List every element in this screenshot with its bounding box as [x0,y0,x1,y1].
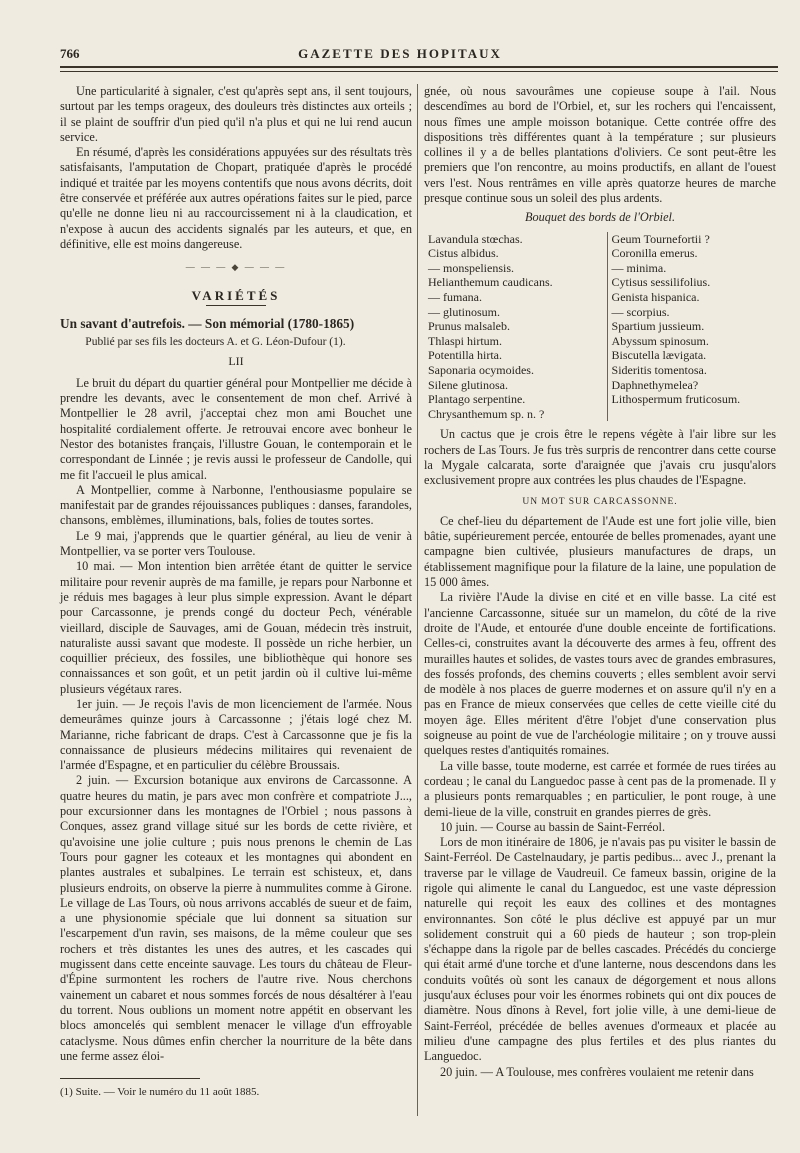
paragraph: 10 mai. — Mon intention bien arrêtée étant de quitter le service militaire pour revenir auprès de ma famille, je repars pour Narbonne et je réduis mes bagages à leur plus simple expression. Avant le départ pour Carcassonne, je prends congé du docteur Pech, vénérable vieillard, disciple de Sauvages, ami de Gouan, médecin très instruit, naturaliste aussi savant que modeste. Il possède un riche herbier, un coquillier précieux, des fossiles, une bibliothèque qui honore ses connaissances et son goût, et un petit jardin où il cultive lui-même plusieurs végétaux rares. [60,559,412,696]
plant-name-left: — fumana. [424,290,607,305]
plant-name-left: Chrysanthemum sp. n. ? [424,407,607,422]
header-rule [60,66,778,68]
section-title: VARIÉTÉS [191,287,281,303]
footnote-rule [60,1078,200,1079]
plant-row [424,305,776,320]
paragraph: A Montpellier, comme à Narbonne, l'enthousiasme populaire se manifestait par de grandes réjouissances publiques : danses, farandoles, chansons, emblèmes, illuminations, bals, folies de toutes sortes. [60,482,412,528]
plant-row [424,363,776,378]
plant-name-left: Cistus albidus. [424,246,607,261]
plant-name-right: Sideritis tomentosa. [611,363,707,378]
plant-name-left: Plantago serpentine. [424,392,607,407]
paragraph: Une particularité à signaler, c'est qu'après sept ans, il sent toujours, surtout par les temps orageux, des douleurs très distinctes aux orteils ; il se plaint de souffrir d'un pied qu'il n'a plus et qui ne lui rend aucun service. [60,84,412,144]
paragraph: Un cactus que je crois être le repens végète à l'air libre sur les rochers de Las Tours. Je fus très surpris de rencontrer dans cette course la Mygale calcarata, sorte d'araignée que j'avais cru jusqu'alors exclusivement propre aux contrées les plus chaudes de l'Espagne. [424,427,776,488]
running-title: GAZETTE DES HOPITAUX [298,46,502,61]
ornament-divider: — — — ◆ — — — [185,262,287,273]
plant-row [424,275,776,290]
plant-name-right: Biscutella lævigata. [611,348,707,363]
plant-row [424,290,776,305]
paragraph: gnée, où nous savourâmes une copieuse soupe à l'ail. Nous descendîmes au bord de l'Orbiel, et, sur les rochers qui l'encaissent, nous fîmes une ample moisson botanique. Cette contrée offre des dispositions très différentes quant à la température ; sur plusieurs collines il y a de belles plantations d'oliviers. Ce sont peut-être les premiers que l'on rencontre, au moins productifs, en allant de l'ouest vers l'est. Nous rentrâmes en ville après quatorze heures de marche presque continue sous un soleil des plus ardents. [424,84,776,206]
plant-name-left: Potentilla hirta. [424,348,607,363]
plant-name-right: Daphnethymelea? [611,377,699,392]
paragraph: En résumé, d'après les considérations appuyées sur des résultats très satisfaisants, l'amputation de Chopart, pratiquée d'après le procédé indiqué et traitée par les moyens contentifs que nous avons décrits, doit être conservée et préférée aux autres opérations faites sur le pied, parce qu'elle ne donne lieu ni au raccourcissement ni à la claudication, et n'expose à aucun des accidents signalés par les auteurs, et que, en définitive, elle est moins dangereuse. [60,145,412,251]
chapter-number: LII [228,354,244,369]
column-divider [417,84,418,1116]
plant-row [424,348,776,363]
plant-name-right [607,407,776,422]
paragraph: La rivière l'Aude la divise en cité et en ville basse. La cité est l'ancienne Carcassonne, située sur un mamelon, du côté de la rive droite de l'Aude, et entourée d'une double enceinte de fortifications. Celles-ci, construites avant la découverte des armes à feu, offrent des murailles hautes et solides, de vastes tours avec de grandes embrasures, des fossés profonds, des chemins couverts ; elles semblent avoir servi de modèle à nos places de guerre modernes et on assure qu'il n'y en a pas en France de mieux conservées que celles de cette vieille cité du moyen âge. Elles méritent d'être l'objet d'une conservation plus soigneuse au point de vue de l'archéologie militaire ; on y trouve aussi quelques restes d'antiquités romaines. [424,590,776,758]
plant-name-right: Lithospermum fruticosum. [611,392,741,407]
paragraph: 1er juin. — Je reçois l'avis de mon licenciement de l'armée. Nous demeurâmes quinze jours à Carcassonne ; j'étais logé chez M. Marianne, riche fabricant de draps. C'est à Carcassonne que je fis la connaissance de plusieurs médecins militaires qui revenaient de l'armée d'Espagne, et en particulier du célèbre Broussais. [60,696,412,773]
footnote: (1) Suite. — Voir le numéro du 11 août 1885. [60,1086,260,1099]
paragraph: Le bruit du départ du quartier général pour Montpellier me décide à prendre les devants, avec le consentement de mon chef. Arrivé à Montpellier le 28 avril, j'acceptai chez mon ami Bouchet une hospitalité cordialement offerte. Je retrouvai encore avec bonheur le Nestor des botanistes français, l'illustre Gouan, le contemporain et le correspondant de Linnée ; je revis aussi le professeur de Candolle, qui me fit l'accueil le plus amical. [60,375,412,482]
plant-row [424,334,776,349]
plant-row [424,232,776,247]
plant-name-right: Cytisus sessilifolius. [611,275,711,290]
plant-name-right: — minima. [611,260,667,275]
plant-name-right: Spartium jussieum. [611,319,705,334]
section-rule [206,305,266,306]
plant-row [424,319,776,334]
article-title: Un savant d'autrefois. — Son mémorial (1780-1865) [60,315,355,331]
page-number: 766 [60,46,80,61]
paragraph: Lors de mon itinéraire de 1806, je n'avais pas pu visiter le bassin de Saint-Ferréol. De Castelnaudary, je partis pedibus... avec J., prenant la traverse par le village de Vaudreuil. Ce fameux bassin, origine de la rigole qui alimente le canal du Languedoc, est une vaste dépression naturelle qui reçoit les eaux des collines et des montagnes environnantes. Son côté le plus déclive est appuyé par un mur solidement construit qui a 60 pieds de hauteur ; son trop-plein s'échappe dans la rigole par de belles cascades. Précédés du concierge qui était armé d'une torche et d'une lanterne, nous descendons dans les conduits voûtés où sont les canaux de dégorgement et nous allons jusqu'aux écluses pour voir les énormes robinets qui ont dix pouces de diamètre. Nous dînons à Revel, fort jolie ville, à une demi-lieue de Saint-Ferréol, précédée de belles avenues d'ormeaux et placée au milieu d'une campagne des plus fertiles et des plus riantes du Languedoc. [424,835,776,1064]
plant-name-right: Coronilla emerus. [611,246,698,261]
paragraph: Ce chef-lieu du département de l'Aude est une fort jolie ville, bien bâtie, supérieurement percée, entourée de belles promenades, ayant une campagne bien cultivée, plusieurs manufactures de draps, un établissement magnifique pour la filature de la laine, une population de 15 000 âmes. [424,513,777,590]
plant-row [424,407,776,422]
plant-list-table [424,232,776,422]
left-column [60,84,412,1100]
plant-row [424,261,776,276]
sub-heading: UN MOT SUR CARCASSONNE. [522,496,678,507]
plant-name-left: — glutinosum. [424,305,607,320]
header-rule-thin [60,71,778,72]
plant-name-left: — monspeliensis. [424,261,607,276]
paragraph: Le 9 mai, j'apprends que le quartier général, au lieu de venir à Montpellier, va se porter vers Toulouse. [60,528,412,559]
plant-name-right: Genista hispanica. [611,290,700,305]
plant-name-right: Abyssum spinosum. [611,333,709,348]
paragraph: 20 juin. — A Toulouse, mes confrères voulaient me retenir dans [439,1064,754,1079]
plant-name-left: Helianthemum caudicans. [424,275,607,290]
plant-row [424,246,776,261]
paragraph: La ville basse, toute moderne, est carrée et formée de rues tirées au cordeau ; le canal du Languedoc passe à cent pas de la promenade. Il y a plusieurs ponts remarquables ; en particulier, le pont rouge, à une demi-lieue de la ville, construit en grandes pierres de grès. [424,758,776,819]
plant-name-right: Geum Tournefortii ? [611,231,710,246]
plant-name-right: — scorpius. [611,304,670,319]
plant-row [424,378,776,393]
plant-row [424,392,776,407]
article-byline: Publié par ses fils les docteurs A. et G. Léon-Dufour (1). [85,336,346,349]
right-column [424,84,776,1080]
plant-name-left: Saponaria ocymoides. [424,363,607,378]
plant-name-left: Lavandula stœchas. [424,232,607,247]
plant-name-left: Thlaspi hirtum. [424,334,607,349]
plant-name-left: Silene glutinosa. [424,378,607,393]
paragraph: 2 juin. — Excursion botanique aux environs de Carcassonne. A quatre heures du matin, je pars avec mon confrère et compatriote J..., pour excursionner dans les montagnes de l'Orbiel ; nous passons à Conques, assez grand village situé sur les bords de cette rivière, et qu'avoisine une jolie culture ; puis nous prenons le chemin de Las Tours pour gagner les coteaux et les montagnes qui abondent en plantes australes et subalpines. Le terrain est schisteux, et, dans plusieurs endroits, on observe la pierre à nummulites comme à Girone. Le village de Las Tours, où nous arrivons accablés de sueur et de faim, a une physionomie spéciale que lui donnent sa situation sur l'escarpement d'un ravin, ses maisons, de la même couleur que ses rochers et très distantes les unes des autres, et les cascades qui mugissent dans cette enceinte sauvage. Les tours du château de Fleur-d'Épine surmontent les rochers de l'autre rive. Nous cherchons vainement un cabaret et nous sommes forcés de nous désaltérer à l'eau du torrent. Nous oublions un moment notre appétit en observant les blocs amoncelés qui semblent menacer le village d'un effroyable cataclysme. Nous dûmes enfin chercher la nourriture de la bête dans une ferme assez éloi- [60,773,412,1063]
paragraph: 10 juin. — Course au bassin de Saint-Ferréol. [439,819,666,834]
bouquet-title: Bouquet des bords de l'Orbiel. [524,210,676,225]
plant-name-left: Prunus malsaleb. [424,319,607,334]
